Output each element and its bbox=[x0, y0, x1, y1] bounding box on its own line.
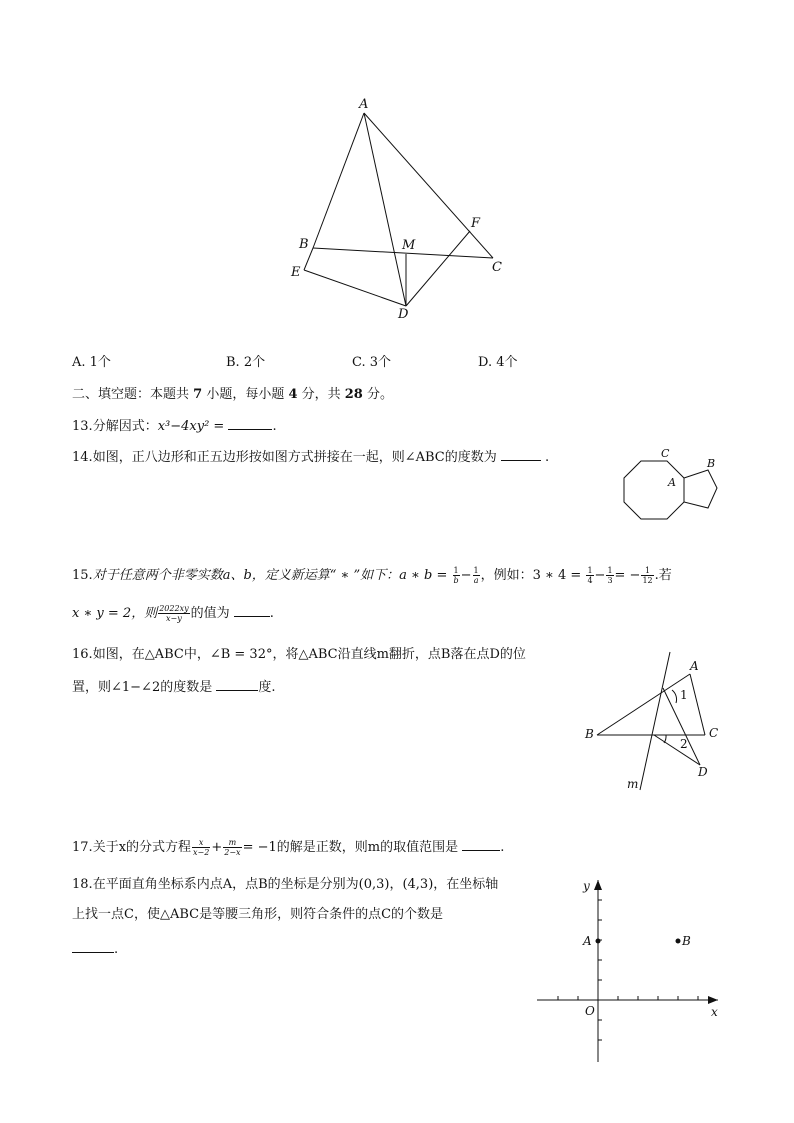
regular-pentagon bbox=[684, 470, 717, 508]
fig18-label-A: A bbox=[583, 934, 592, 948]
label-F: F bbox=[471, 216, 481, 231]
question-15-line2: x ∗ y = 2，则 $\frac{2022xy}{x-y}$ 的值为 . bbox=[72, 604, 274, 623]
y-ticks bbox=[598, 900, 602, 1040]
label-C: C bbox=[492, 260, 502, 275]
question-18-line3: . bbox=[72, 940, 118, 959]
fig14-label-A: A bbox=[668, 476, 676, 489]
fig16-label-C: C bbox=[709, 726, 719, 740]
segment-AB bbox=[313, 113, 364, 248]
label-A: A bbox=[359, 97, 369, 112]
x-axis-arrow-icon bbox=[708, 996, 718, 1004]
fold-line-m bbox=[640, 652, 670, 790]
label-B: B bbox=[299, 237, 309, 252]
point-A bbox=[596, 939, 601, 944]
fig16-label-B: B bbox=[585, 727, 594, 741]
x-axis-label: x bbox=[711, 1005, 718, 1019]
fig14-label-C: C bbox=[661, 447, 670, 460]
question-13: 13.分解因式：x³−4xy² = . bbox=[72, 419, 277, 434]
segment-AD bbox=[364, 113, 406, 306]
segment-ED bbox=[304, 270, 406, 306]
fig16-label-A: A bbox=[690, 659, 699, 673]
origin-label: O bbox=[585, 1004, 595, 1018]
angle-2-arc bbox=[664, 735, 666, 743]
fig16-label-D: D bbox=[698, 765, 708, 779]
q12-geometry-figure bbox=[280, 90, 520, 325]
option-c[interactable]: C. 3个 bbox=[352, 355, 392, 370]
q16-triangle-fold-figure bbox=[580, 645, 730, 793]
regular-octagon bbox=[624, 461, 684, 519]
question-17: 17.关于x的分式方程 $\frac{x}{x-2}$ + $\frac{m}{2-x}$ = −1的解是正数，则m的取值范围是 . bbox=[72, 838, 505, 857]
question-15-line1: 15.对于任意两个非零实数a、b，定义新运算“ ∗ ”如下：a ∗ b = $\frac{1}{b}$ − $\frac{1}{a}$ ，例如：3 ∗ 4 = $\frac{1}{4}$ − $\frac{1}{3}$ = − $\frac{1}{12}$ .若 bbox=[72, 566, 672, 585]
angle-1-arc bbox=[672, 690, 677, 703]
y-axis-arrow-icon bbox=[594, 880, 602, 890]
label-E: E bbox=[291, 265, 301, 280]
question-18-line1: 18.在平面直角坐标系内点A，点B的坐标是分别为(0,3)，(4,3)，在坐标轴 bbox=[72, 877, 499, 892]
fraction-1-over-12: $\frac{1}{12}$ bbox=[642, 566, 653, 585]
label-D: D bbox=[398, 307, 409, 322]
segment-DF bbox=[406, 231, 470, 306]
fig16-label-m: m bbox=[627, 777, 639, 791]
option-a[interactable]: A. 1个 bbox=[72, 355, 111, 370]
segment-AC bbox=[690, 674, 705, 735]
x-ticks bbox=[558, 996, 698, 1000]
segment-AC bbox=[364, 113, 493, 258]
answer-blank-15[interactable] bbox=[234, 604, 270, 617]
answer-blank-14[interactable] bbox=[501, 448, 541, 461]
fraction-2022xy-over-x-minus-y: $\frac{2022xy}{x-y}$ bbox=[159, 604, 189, 623]
fraction-1-over-4: $\frac{1}{4}$ bbox=[587, 566, 593, 585]
q14-polygon-figure bbox=[615, 446, 730, 524]
fraction-1-over-b: $\frac{1}{b}$ bbox=[453, 566, 459, 585]
fig18-label-B: B bbox=[682, 934, 691, 948]
label-M: M bbox=[402, 238, 416, 253]
question-16-line1: 16.如图，在△ABC中，∠B = 32°，将△ABC沿直线m翻折，点B落在点D的位 bbox=[72, 647, 526, 662]
answer-blank-17[interactable] bbox=[462, 838, 500, 851]
fig16-label-angle-1: 1 bbox=[680, 688, 688, 702]
answer-blank-18[interactable] bbox=[72, 940, 114, 953]
segment-BA bbox=[597, 674, 690, 735]
question-16-line2: 置，则∠1−∠2的度数是 度. bbox=[72, 680, 276, 695]
answer-blank-16[interactable] bbox=[216, 678, 258, 691]
fraction-1-over-3: $\frac{1}{3}$ bbox=[607, 566, 613, 585]
option-b[interactable]: B. 2个 bbox=[226, 355, 266, 370]
question-18-line2: 上找一点C，使△ABC是等腰三角形，则符合条件的点C的个数是 bbox=[72, 907, 444, 922]
option-d[interactable]: D. 4个 bbox=[478, 355, 518, 370]
section-heading: 二、填空题：本题共 7 小题，每小题 4 分，共 28 分。 bbox=[72, 387, 393, 402]
fraction-m-over-2-minus-x: $\frac{m}{2-x}$ bbox=[224, 838, 241, 857]
fig16-label-angle-2: 2 bbox=[680, 737, 688, 751]
fraction-1-over-a: $\frac{1}{a}$ bbox=[473, 566, 479, 585]
y-axis-label: y bbox=[583, 879, 590, 893]
fraction-x-over-x-minus-2: $\frac{x}{x-2}$ bbox=[193, 838, 210, 857]
answer-blank-13[interactable] bbox=[228, 417, 272, 430]
fig14-label-B: B bbox=[707, 457, 716, 470]
question-14: 14.如图，正八边形和正五边形按如图方式拼接在一起，则∠ABC的度数为 . bbox=[72, 450, 550, 465]
point-B bbox=[676, 939, 681, 944]
q18-coordinate-plane bbox=[530, 870, 730, 1070]
